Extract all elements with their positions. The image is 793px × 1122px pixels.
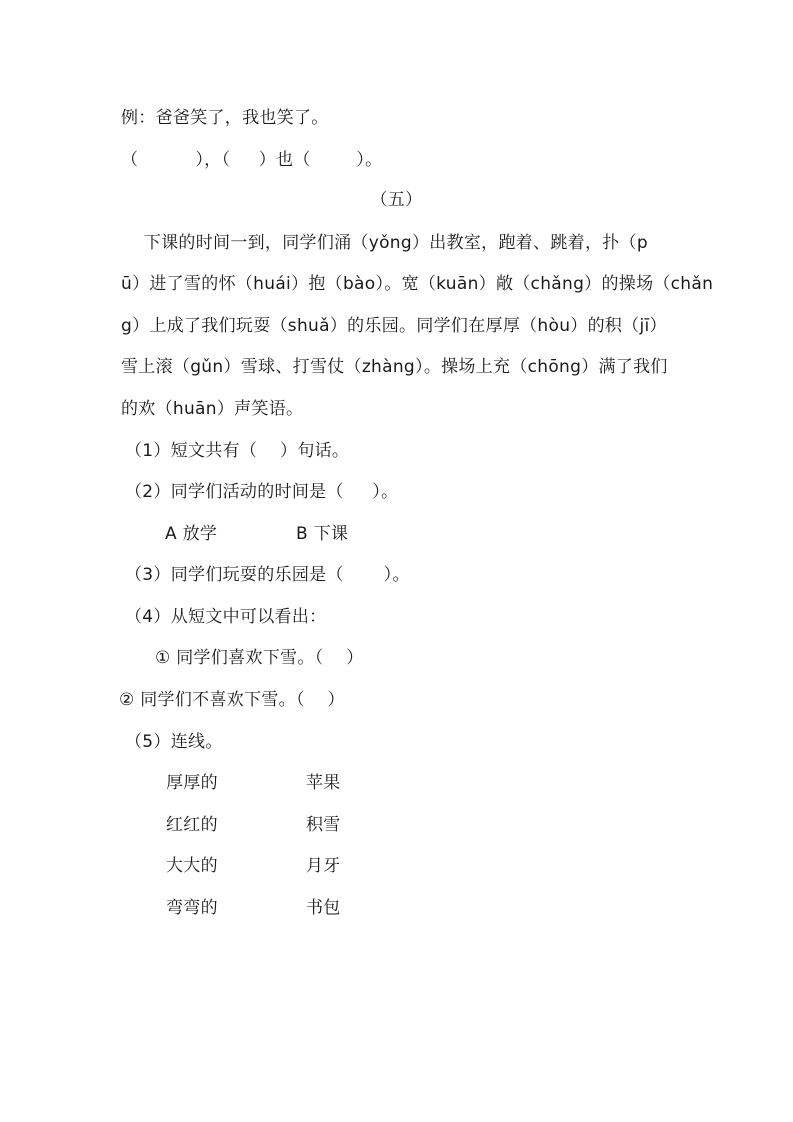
- passage-line: 下课的时间一到，同学们涌（yǒng）出教室，跑着、跳着，扑（p: [121, 233, 648, 253]
- question-3: （3）同学们玩耍的乐园是（ ）。: [125, 565, 410, 585]
- example-blanks: （ ），（ ）也（ ）。: [121, 150, 383, 170]
- match-left-item: 红红的: [166, 815, 218, 835]
- match-right-item: 书包: [306, 898, 341, 918]
- match-left-item: 大大的: [166, 856, 218, 876]
- question-1: （1）短文共有（ ）句话。: [125, 441, 350, 461]
- match-right-item: 苹果: [306, 773, 341, 793]
- question-2-option-a: A 放学: [165, 524, 218, 544]
- match-right-item: 月牙: [306, 856, 341, 876]
- section-title: （五）: [370, 190, 423, 210]
- match-left-item: 弯弯的: [166, 898, 218, 918]
- match-right-item: 积雪: [306, 815, 341, 835]
- question-5: （5）连线。: [125, 732, 223, 752]
- match-left-item: 厚厚的: [166, 773, 218, 793]
- passage-line: 雪上滚（gǔn）雪球、打雪仗（zhàng）。操场上充（chōng）满了我们: [121, 357, 668, 377]
- question-4-item-2: ② 同学们不喜欢下雪。（ ）: [119, 690, 345, 710]
- question-4: （4）从短文中可以看出：: [125, 607, 327, 627]
- question-4-item-1: ① 同学们喜欢下雪。（ ）: [155, 648, 364, 668]
- passage-line: 的欢（huān）声笑语。: [121, 399, 304, 419]
- question-2-option-b: B 下课: [296, 524, 349, 544]
- passage-line: ū）进了雪的怀（huái）抱（bào）。宽（kuān）敞（chǎng）的操场（chǎn: [121, 274, 714, 294]
- question-2: （2）同学们活动的时间是（ ）。: [125, 482, 399, 502]
- passage-line: g）上成了我们玩耍（shuǎ）的乐园。同学们在厚厚（hòu）的积（jī）: [121, 316, 667, 336]
- example-sentence: 例：爸爸笑了，我也笑了。: [121, 108, 329, 128]
